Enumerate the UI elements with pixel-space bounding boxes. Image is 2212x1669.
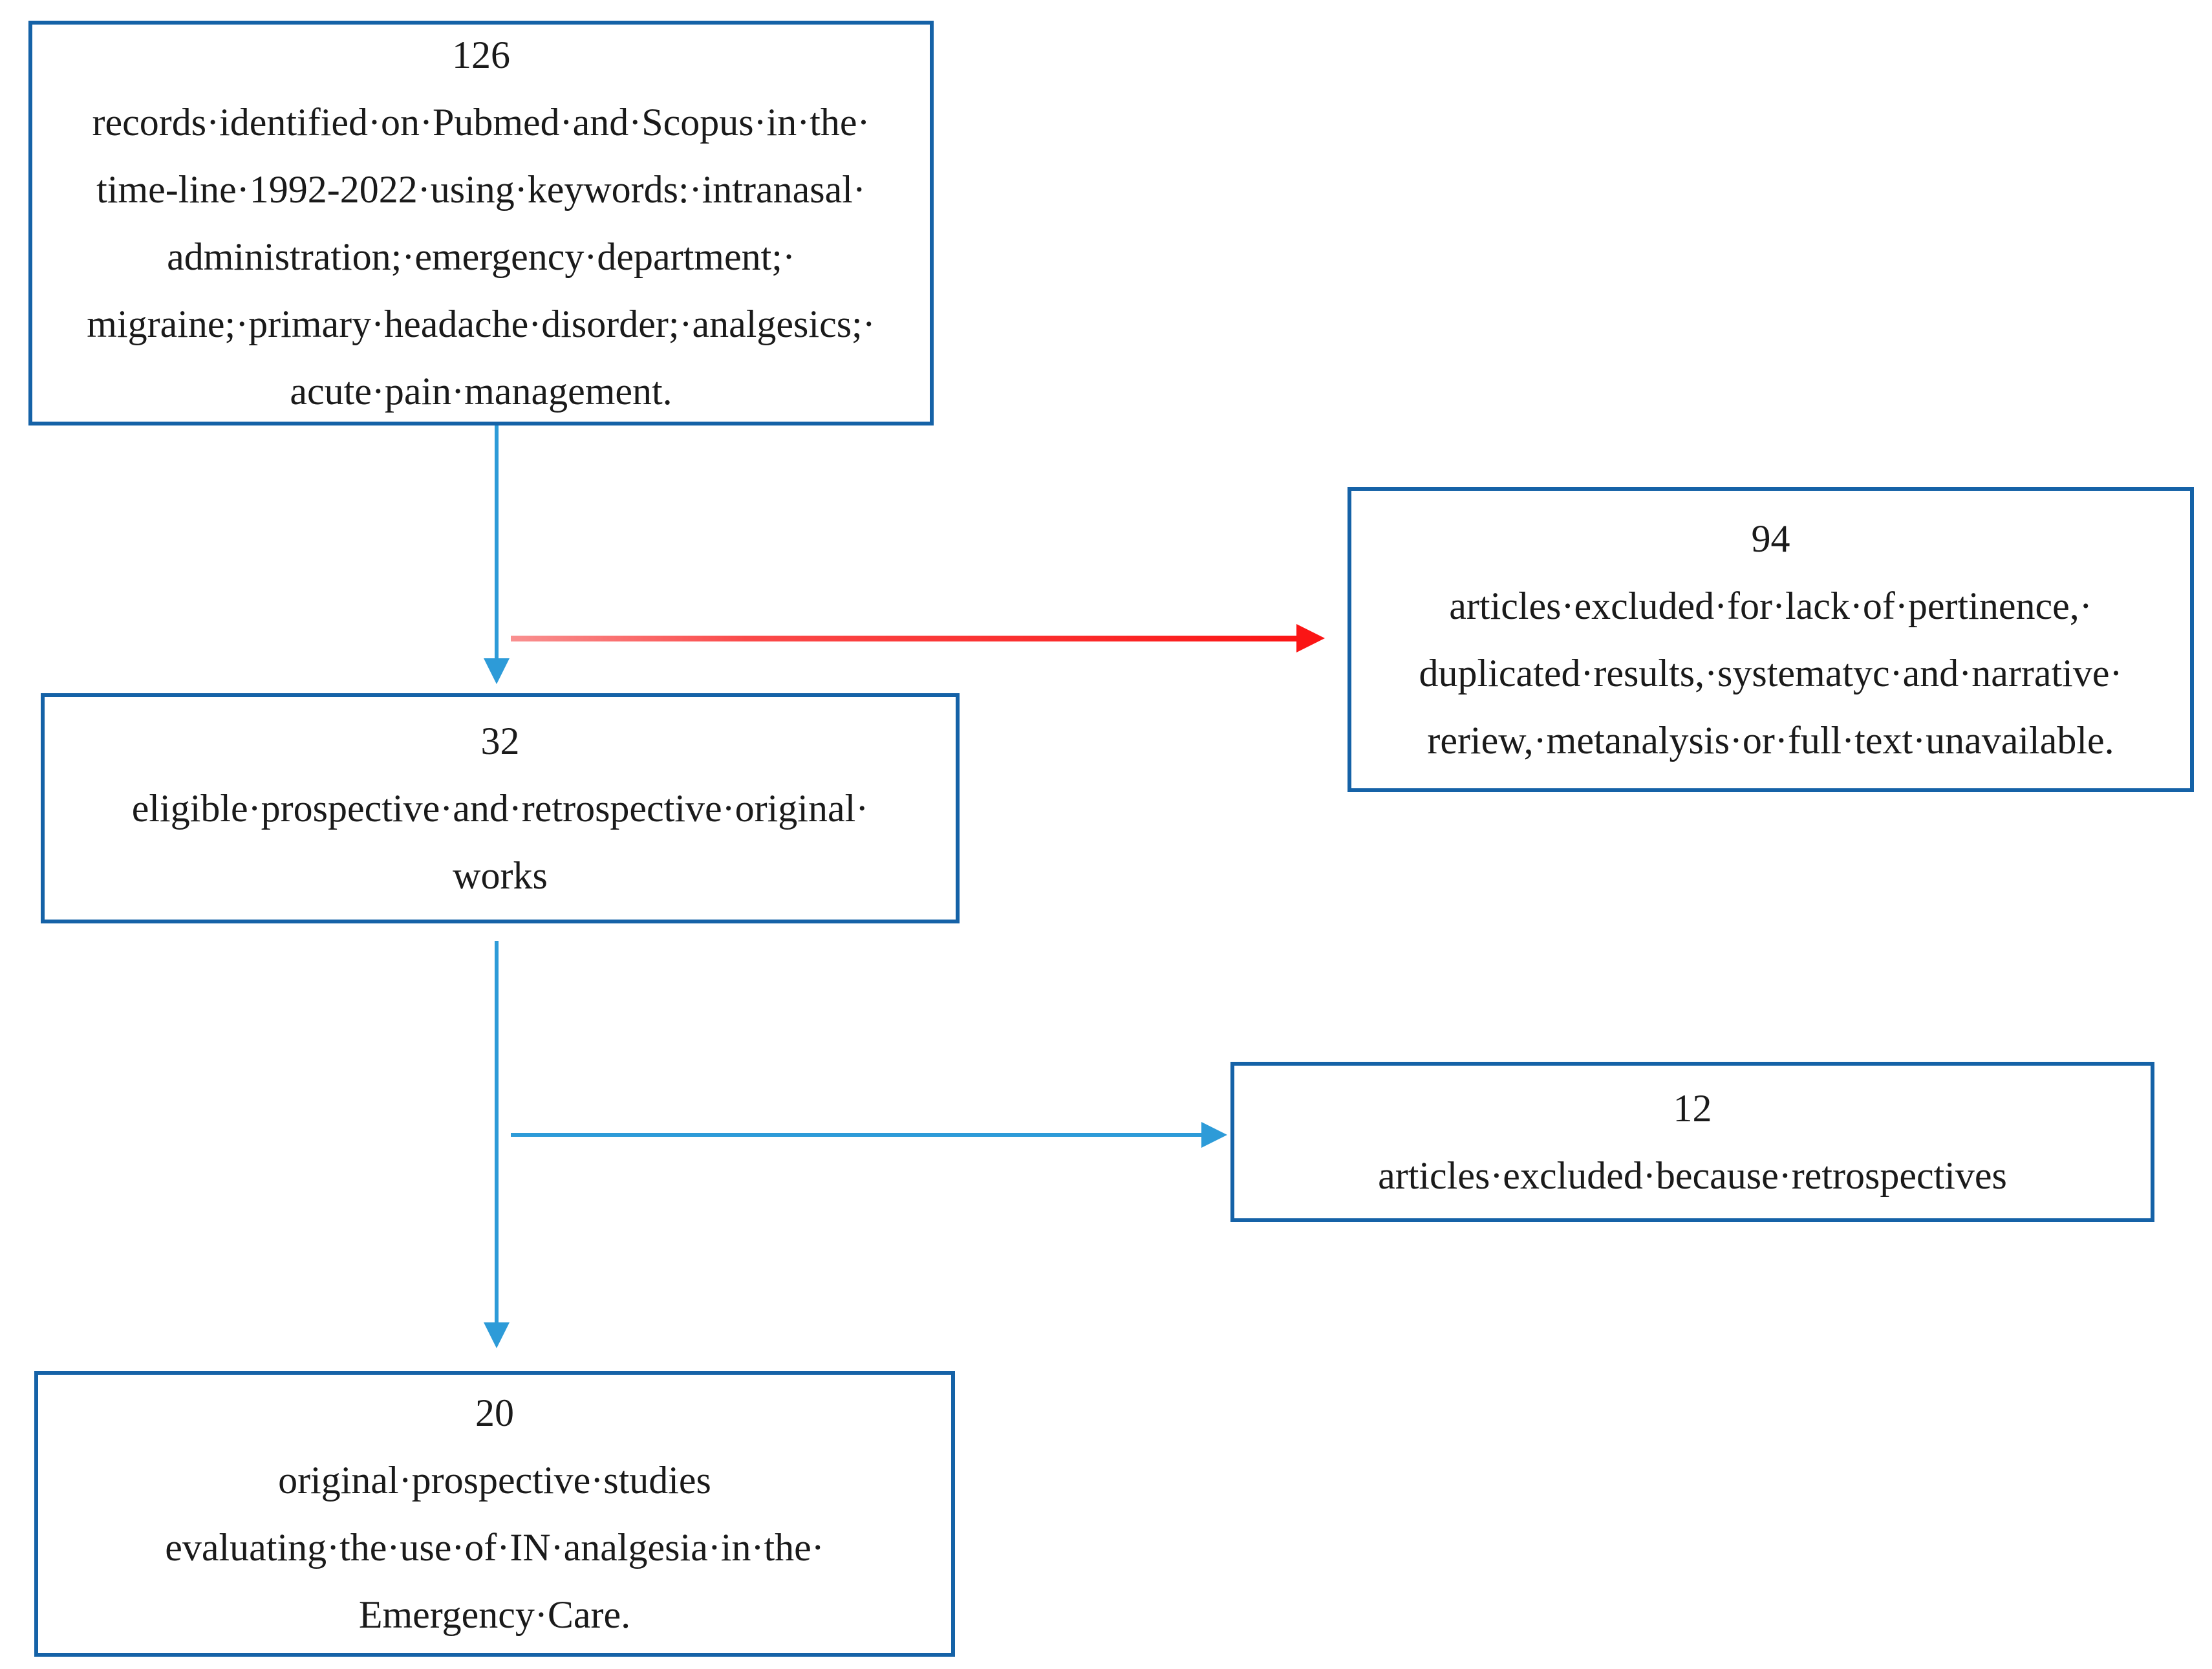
box-line: original·prospective·studies: [278, 1459, 711, 1502]
arrowhead-down-icon: [484, 1322, 510, 1348]
box-line: duplicated·results,·systematyc·and·narrative·: [1419, 652, 2123, 695]
box-line: records·identified·on·Pubmed·and·Scopus·in·the·: [92, 101, 870, 144]
box-line: Emergency·Care.: [358, 1593, 631, 1636]
connector-down-32-to-20: [495, 941, 499, 1322]
box-eligible-works: [41, 693, 960, 923]
count-value: 20: [475, 1392, 514, 1434]
box-line: works: [453, 854, 548, 897]
count-value: 126: [452, 34, 510, 76]
connector-right-to-excluded-12: [511, 1133, 1201, 1137]
connector-down-126-to-32: [495, 425, 499, 658]
box-line: articles·excluded·for·lack·of·pertinence,·: [1449, 585, 2092, 627]
box-line: migraine;·primary·headache·disorder;·analgesics;·: [87, 303, 875, 345]
count-value: 94: [1751, 517, 1790, 560]
count-value: 12: [1673, 1087, 1712, 1130]
box-line: time-line·1992-2022·using·keywords:·intranasal·: [96, 168, 866, 211]
box-line: eligible·prospective·and·retrospective·original·: [131, 787, 869, 830]
box-prospective-studies: [34, 1371, 955, 1657]
box-line: reriew,·metanalysis·or·full·text·unavailable.: [1427, 719, 2114, 762]
box-line: administration;·emergency·department;·: [167, 235, 795, 278]
box-records-identified: [28, 21, 934, 425]
arrowhead-down-icon: [484, 658, 510, 684]
connector-right-to-excluded-94: [511, 636, 1296, 641]
box-line: articles·excluded·because·retrospectives: [1378, 1154, 2007, 1197]
box-line: acute·pain·management.: [290, 370, 672, 413]
box-excluded-pertinence: [1348, 487, 2194, 792]
count-value: 32: [480, 720, 520, 762]
arrowhead-right-red-icon: [1296, 624, 1325, 652]
arrowhead-right-blue-icon: [1201, 1122, 1227, 1148]
box-excluded-retrospectives: [1230, 1062, 2154, 1222]
box-line: evaluating·the·use·of·IN·analgesia·in·the·: [165, 1526, 824, 1569]
